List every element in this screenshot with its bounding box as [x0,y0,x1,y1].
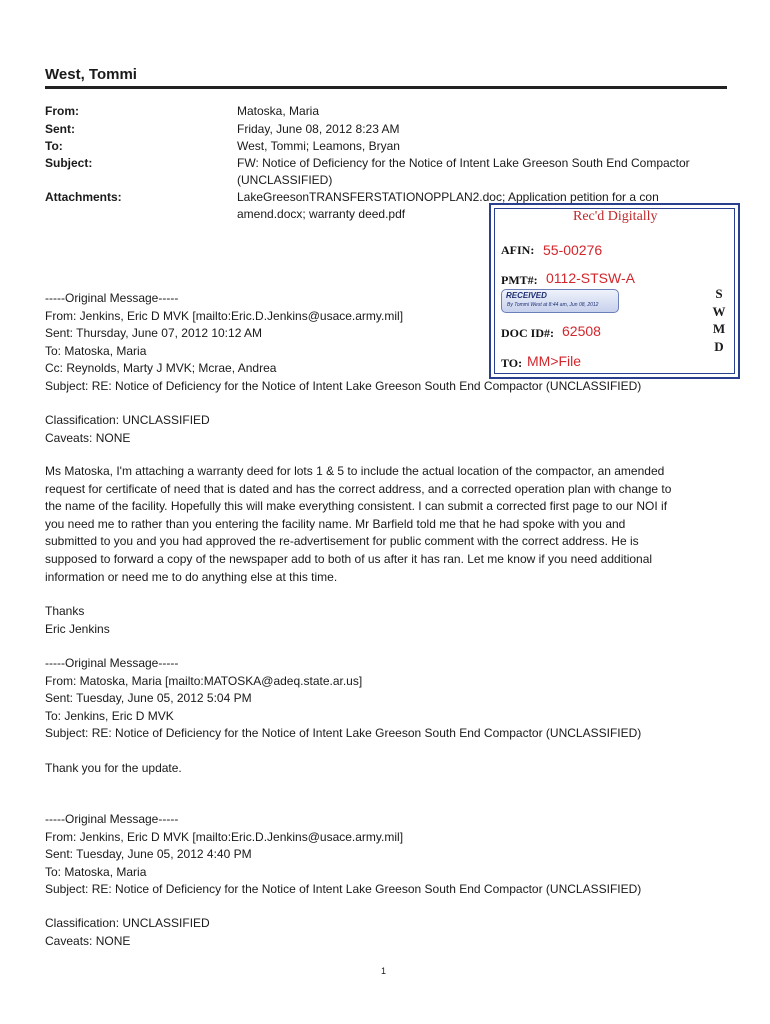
message-3-header [45,811,641,899]
caveats-line: Caveats: NONE [45,430,131,445]
subject-label: Subject: [45,156,93,170]
message-1-signoff [45,603,110,638]
page-number: 1 [381,966,387,976]
header-line: From: Jenkins, Eric D MVK [mailto:Eric.D.Jenkins@usace.army.mil] [45,308,404,323]
attachments-label: Attachments: [45,190,122,204]
stamp-to-value: MM>File [527,353,582,369]
header-line: Subject: RE: Notice of Deficiency for the Notice of Intent Lake Greeson South End Compactor (UNCLASSIFIED) [45,882,642,897]
message-3-classification [45,915,210,950]
header-line: Subject: RE: Notice of Deficiency for the Notice of Intent Lake Greeson South End Compactor (UNCLASSIFIED) [45,726,642,741]
classification-line: Classification: UNCLASSIFIED [45,916,210,930]
to-value: West, Tommi; Leamons, Bryan [237,139,400,153]
header-line: -----Original Message----- [45,812,179,826]
attachments-value-line1: LakeGreesonTRANSFERSTATIONOPPLAN2.doc; Application petition for a con [237,190,659,204]
body-line: supposed to forward a copy of the newspaper add to both of us after it has ran. Let me know if you need additional [45,551,653,566]
document-title: West, Tommi [45,66,137,83]
swmd-letter: M [712,321,726,336]
attachments-value-line2: amend.docx; warranty deed.pdf [237,207,406,221]
docid-label: DOC ID#: [501,326,554,340]
header-line: Subject: RE: Notice of Deficiency for the Notice of Intent Lake Greeson South End Compactor (UNCLASSIFIED) [45,378,642,393]
header-line: -----Original Message----- [45,291,179,305]
to-label: To: [45,139,63,153]
message-1-classification [45,412,210,447]
body-line: submitted to you and you had approved the re-advertisement for public comment with the correct address. He is [45,534,639,549]
received-badge-title: RECEIVED [506,291,547,300]
header-line: From: Jenkins, Eric D MVK [mailto:Eric.D.Jenkins@usace.army.mil] [45,829,404,844]
body-line: request for certificate of need that is dated and has the correct address, and a corrected operation plan with change to [45,481,672,496]
swmd-letter: D [714,338,724,354]
stamp-title: Rec'd Digitally [573,209,658,224]
swmd-letter: S [715,286,723,301]
swmd-letters [709,285,729,355]
title-divider [45,86,727,89]
sent-value: Friday, June 08, 2012 8:23 AM [237,122,400,136]
message-1-header [45,290,641,396]
thanks-line: Thanks [45,604,85,618]
header-line: To: Matoska, Maria [45,343,147,358]
afin-value: 55-00276 [543,242,603,258]
afin-label: AFIN: [501,243,535,257]
header-line: Sent: Tuesday, June 05, 2012 5:04 PM [45,691,252,706]
body-line: Ms Matoska, I'm attaching a warranty deed for lots 1 & 5 to include the actual location of the compactor, an amended [45,464,665,478]
classification-line: Classification: UNCLASSIFIED [45,413,210,427]
header-line: Sent: Thursday, June 07, 2012 10:12 AM [45,326,263,341]
signature-line: Eric Jenkins [45,621,110,636]
message-2-header [45,655,641,743]
docid-value: 62508 [562,323,601,339]
pmt-label: PMT#: [501,273,538,287]
message-1-body [45,463,671,586]
header-line: From: Matoska, Maria [mailto:MATOSKA@adeq.state.ar.us] [45,673,363,688]
header-line: -----Original Message----- [45,656,179,670]
swmd-letter: W [712,303,726,319]
body-line: the name of the facility. Hopefully this will make everything consistent. I can submit a corrected first page to our NOI if [45,499,668,514]
subject-value-line1: FW: Notice of Deficiency for the Notice of Intent Lake Greeson South End Compactor [237,156,690,170]
body-line: Thank you for the update. [45,761,182,775]
header-line: To: Matoska, Maria [45,864,147,879]
from-value: Matoska, Maria [237,104,320,118]
from-label: From: [45,104,79,118]
header-line: Sent: Tuesday, June 05, 2012 4:40 PM [45,847,252,862]
stamp-to-label: TO: [501,356,523,370]
header-line: To: Jenkins, Eric D MVK [45,708,174,723]
caveats-line: Caveats: NONE [45,933,131,948]
message-2-body [45,760,182,778]
pmt-value: 0112-STSW-A [546,270,635,286]
subject-value-line2: (UNCLASSIFIED) [237,173,333,187]
received-badge-subtitle: By Tommi West at 8:44 am, Jun 08, 2012 [507,302,599,308]
body-line: you need me to rather than you entering the facility name. Mr Barfield told me that he had spoke with you and [45,516,626,531]
sent-label: Sent: [45,122,75,136]
body-line: information or need me to do anything else at this time. [45,569,338,584]
header-line: Cc: Reynolds, Marty J MVK; Mcrae, Andrea [45,361,277,376]
